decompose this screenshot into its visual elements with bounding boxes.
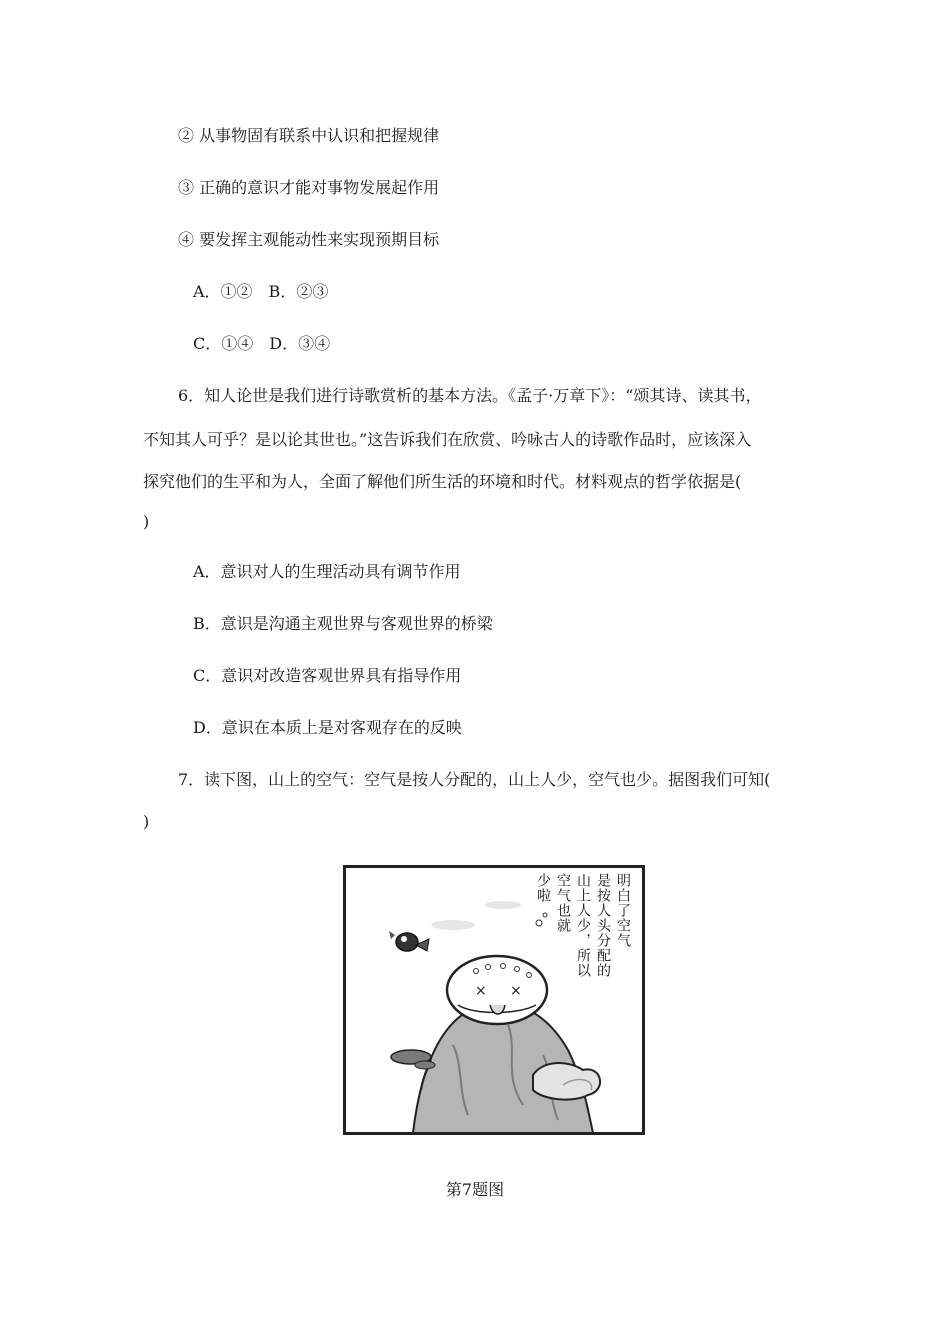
question-7-line-2: ) xyxy=(143,812,150,831)
option-item-4: ④ 要发挥主观能动性来实现预期目标 xyxy=(178,230,440,249)
speech-column-5: 少啦 xyxy=(535,873,551,903)
option-item-3: ③ 正确的意识才能对事物发展起作用 xyxy=(178,178,440,197)
speech-column-3: 山上人少，所以 xyxy=(575,873,591,978)
speech-column-2: 是按人头分配的 xyxy=(595,873,611,978)
question-6-line-3: 探究他们的生平和为人，全面了解他们所生活的环境和时代。材料观点的哲学依据是( xyxy=(143,472,742,491)
question-6-option-b: B．意识是沟通主观世界与客观世界的桥梁 xyxy=(193,614,493,633)
question-6-option-a: A．意识对人的生理活动具有调节作用 xyxy=(193,562,461,581)
question-6-option-d: D．意识在本质上是对客观存在的反映 xyxy=(193,718,462,737)
svg-text:×: × xyxy=(475,983,487,999)
choice-a-b: A．①② B．②③ xyxy=(193,282,329,301)
figure-caption: 第7题图 xyxy=(445,1180,505,1199)
speech-column-4: 空气也就 xyxy=(555,873,571,933)
svg-text:×: × xyxy=(510,983,522,999)
cartoon-figure xyxy=(343,865,645,1135)
question-6-option-c: C．意识对改造客观世界具有指导作用 xyxy=(193,666,462,685)
option-item-2: ② 从事物固有联系中认识和把握规律 xyxy=(178,126,440,145)
speech-column-1: 明白了空气 xyxy=(615,873,631,948)
question-6-line-2: 不知其人可乎？是以论其世也。”这告诉我们在欣赏、吟咏古人的诗歌作品时，应该深入 xyxy=(143,430,752,449)
choice-c-d: C．①④ D．③④ xyxy=(193,334,331,353)
question-6-line-1: 6．知人论世是我们进行诗歌赏析的基本方法。《孟子·万章下》：“颂其诗、读其书， xyxy=(178,386,762,405)
question-6-line-4: ) xyxy=(143,512,150,531)
question-7-line-1: 7．读下图，山上的空气：空气是按人分配的，山上人少，空气也少。据图我们可知( xyxy=(178,770,771,789)
